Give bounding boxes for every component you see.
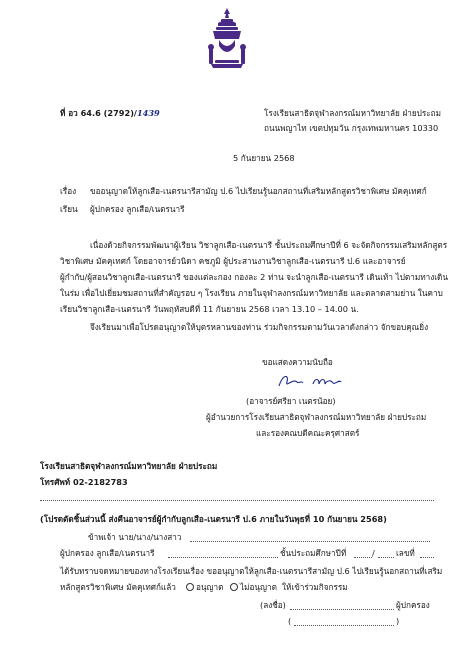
signer-name: (อาจารย์ศรียา เนตรน้อย) <box>246 396 336 406</box>
sign-paren-close: ) <box>396 616 400 626</box>
document-number <box>60 108 160 118</box>
letter-date: 5 กันยายน 2568 <box>233 153 295 163</box>
student-number-field[interactable] <box>420 557 434 558</box>
body-line: ผู้กำกับ/ผู้สอนวิชาลูกเสือ-เนตรนารี ของแต่ละกอง กองละ 2 ท่าน จะนำลูกเสือ-เนตรนารี เดินเท้า ไปตามทางเดิน <box>60 272 448 282</box>
reply-name-label: ข้าพเจ้า นาย/นาง/นางสาว <box>88 532 182 542</box>
signer-title-2: และรองคณบดีคณะครุศาสตร์ <box>256 428 360 438</box>
option-allow[interactable] <box>186 582 223 592</box>
document-number-handwritten: 1439 <box>136 108 160 118</box>
recipient-label: เรียน <box>60 204 78 214</box>
reply-slip-heading: (โปรดตัดชิ้นส่วนนี้ ส่งคืนอาจารย์ผู้กำกับลูกเสือ-เนตรนารี ป.6 ภายในวันพุธที่ 10 กันยายน 2568) <box>40 514 387 524</box>
parent-printed-name-field[interactable] <box>294 625 394 626</box>
school-name: โรงเรียนสาธิตจุฬาลงกรณ์มหาวิทยาลัย ฝ่ายประถม <box>264 108 441 118</box>
subject-label: เรื่อง <box>60 186 77 196</box>
school-emblem-icon <box>201 6 253 70</box>
option-deny-label: ไม่อนุญาต <box>240 582 277 592</box>
sign-role: ผู้ปกครอง <box>396 600 430 610</box>
option-deny[interactable] <box>230 582 277 592</box>
subject-text: ขออนุญาตให้ลูกเสือ-เนตรนารีสามัญ ป.6 ไปเรียนรู้นอกสถานที่เสริมหลักสูตรวิชาพิเศษ มัคคุเทศก์ <box>90 186 427 196</box>
body-line: จึงเรียนมาเพื่อโปรดอนุญาตให้บุตรหลานของท่าน ร่วมกิจกรรมตามวันเวลาดังกล่าว จักขอบคุณยิ่ง <box>90 322 429 332</box>
footer-phone: โทรศัพท์ 02-2182783 <box>40 477 128 487</box>
body-line: เนื่องด้วยกิจกรรมพัฒนาผู้เรียน วิชาลูกเสือ-เนตรนารี ชั้นประถมศึกษาปีที่ 6 จะจัดกิจกรรมเสริมหลักสูตร <box>90 240 448 250</box>
reply-participate-text: ให้เข้าร่วมกิจกรรม <box>282 582 348 592</box>
signer-title: ผู้อำนวยการโรงเรียนสาธิตจุฬาลงกรณ์มหาวิทยาลัย ฝ่ายประถม <box>206 412 427 422</box>
sign-label: (ลงชื่อ) <box>260 600 286 610</box>
parent-name-field[interactable] <box>190 541 430 542</box>
school-address: ถนนพญาไท เขตปทุมวัน กรุงเทพมหานคร 10330 <box>264 123 439 133</box>
grade-separator: / <box>372 548 375 558</box>
recipient-text: ผู้ปกครอง ลูกเสือ/เนตรนารี <box>90 204 185 214</box>
reply-number-label: เลขที่ <box>396 548 415 558</box>
deny-radio-icon[interactable] <box>230 583 238 591</box>
reply-guardian-label: ผู้ปกครอง ลูกเสือ/เนตรนารี <box>60 548 155 558</box>
allow-radio-icon[interactable] <box>186 583 194 591</box>
parent-signature-field[interactable] <box>290 609 394 610</box>
body-line: ในร่ม เพื่อไปเยี่ยมชมสถานที่สำคัญรอบ ๆ โรงเรียน ภายในจุฬาลงกรณ์มหาวิทยาลัย และตลาดสามย่าน ในคาบ <box>60 288 443 298</box>
reply-grade-label: ชั้นประถมศึกษาปีที่ <box>280 548 347 558</box>
reply-acknowledge-text: ได้รับทราบจดหมายของทางโรงเรียนเรื่อง ขออนุญาตให้ลูกเสือ-เนตรนารีสามัญ ป.6 ไปเรียนรู้นอกสถานที่เสริม <box>60 566 443 576</box>
closing: ขอแสดงความนับถือ <box>262 357 333 367</box>
document-number-label: ที่ อว 64.6 (2792)/ <box>60 108 137 118</box>
signature-image <box>275 370 345 392</box>
grade-field[interactable] <box>354 557 372 558</box>
body-line: วิชาพิเศษ มัคคุเทศก์ โดยอาจารย์วนิดา คชภูมิ ผู้ประสานงานวิชาลูกเสือ-เนตรนารี ป.6 และอาจารย์ <box>60 256 406 266</box>
body-line: เรียนวิชาลูกเสือ-เนตรนารี วันพฤหัสบดีที่ 11 กันยายน 2568 เวลา 13.10 – 14.00 น. <box>60 304 359 314</box>
option-allow-label: อนุญาต <box>196 582 224 592</box>
class-field[interactable] <box>378 557 394 558</box>
cut-line <box>40 500 434 501</box>
sign-paren-open: ( <box>288 616 292 626</box>
reply-course-text: หลักสูตรวิชาพิเศษ มัคคุเทศก์แล้ว <box>60 582 176 592</box>
student-name-field[interactable] <box>168 557 278 558</box>
footer-school: โรงเรียนสาธิตจุฬาลงกรณ์มหาวิทยาลัย ฝ่ายประถม <box>40 461 218 471</box>
